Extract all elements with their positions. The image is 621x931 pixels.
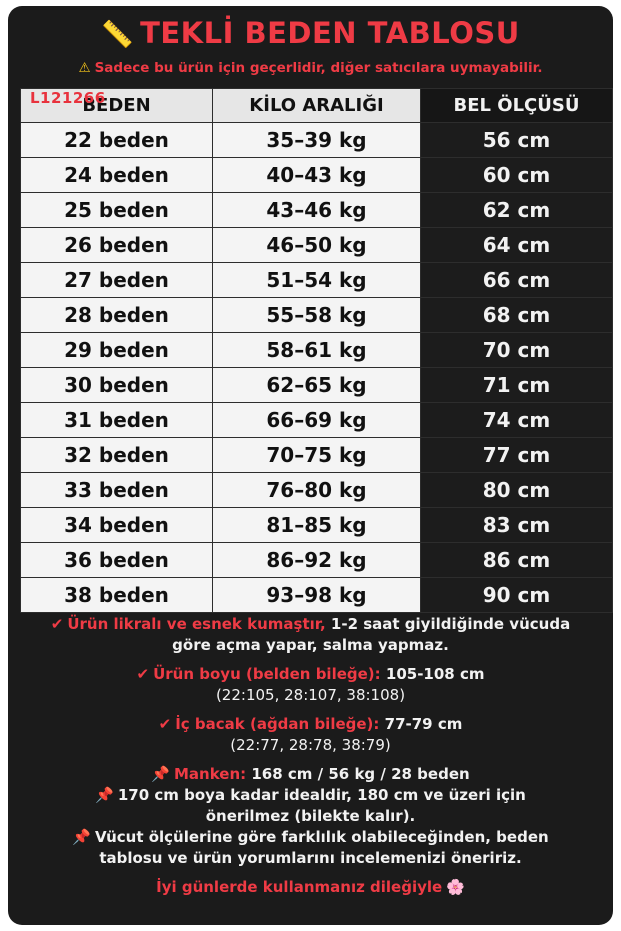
waist-cell: 66 cm — [421, 263, 613, 298]
subtitle-text: Sadece bu ürün için geçerlidir, diğer satıcılara uymayabilir. — [94, 60, 543, 76]
chart-subtitle — [8, 60, 613, 76]
waist-cell: 80 cm — [421, 473, 613, 508]
fabric-highlight: Ürün likralı ve esnek kumaştır, — [67, 615, 326, 633]
length-note — [8, 664, 613, 685]
table-row — [21, 403, 613, 438]
inseam-value: 77-79 cm — [384, 715, 463, 733]
height-note-line2: önerilmez (bilekte kalır). — [205, 807, 416, 825]
size-table — [20, 88, 613, 613]
closing-note — [8, 877, 613, 898]
table-row — [21, 298, 613, 333]
chart-title — [8, 16, 613, 50]
table-header-row — [21, 89, 613, 123]
waist-cell: 56 cm — [421, 123, 613, 158]
check-icon: ✔ — [50, 615, 64, 633]
table-row — [21, 228, 613, 263]
weight-cell: 62–65 kg — [213, 368, 421, 403]
weight-cell: 55–58 kg — [213, 298, 421, 333]
weight-cell: 76–80 kg — [213, 473, 421, 508]
size-cell: 26 beden — [21, 228, 213, 263]
size-cell: 33 beden — [21, 473, 213, 508]
waist-cell: 74 cm — [421, 403, 613, 438]
inseam-detail: (22:77, 28:78, 38:79) — [230, 736, 391, 754]
product-code: L121266 — [30, 89, 106, 107]
waist-cell: 60 cm — [421, 158, 613, 193]
size-cell: 24 beden — [21, 158, 213, 193]
fabric-note — [8, 614, 613, 635]
table-row — [21, 473, 613, 508]
size-cell: 38 beden — [21, 578, 213, 613]
inseam-note — [8, 714, 613, 735]
table-row — [21, 438, 613, 473]
table-row — [21, 368, 613, 403]
table-row — [21, 193, 613, 228]
model-value: 168 cm / 56 kg / 28 beden — [251, 765, 470, 783]
weight-cell: 35–39 kg — [213, 123, 421, 158]
waist-cell: 68 cm — [421, 298, 613, 333]
size-cell: 22 beden — [21, 123, 213, 158]
size-cell: 28 beden — [21, 298, 213, 333]
body-note — [8, 827, 613, 848]
weight-cell: 70–75 kg — [213, 438, 421, 473]
header-bel: BEL ÖLÇÜSÜ — [421, 89, 613, 123]
fabric-note-line2: göre açma yapar, salma yapmaz. — [172, 636, 449, 654]
weight-cell: 58–61 kg — [213, 333, 421, 368]
header-kilo: KİLO ARALIĞI — [213, 89, 421, 123]
table-row — [21, 578, 613, 613]
notes-section — [8, 614, 613, 898]
waist-cell: 64 cm — [421, 228, 613, 263]
pushpin-icon: 📌 — [95, 786, 114, 804]
inseam-label: İç bacak (ağdan bileğe): — [175, 715, 380, 733]
weight-cell: 93–98 kg — [213, 578, 421, 613]
weight-cell: 66–69 kg — [213, 403, 421, 438]
weight-cell: 40–43 kg — [213, 158, 421, 193]
table-row — [21, 263, 613, 298]
flower-icon: 🌸 — [446, 878, 465, 896]
size-chart-card — [8, 6, 613, 925]
height-note — [8, 785, 613, 806]
body-note-1: Vücut ölçülerine göre farklılık olabileceğinden, beden — [95, 828, 549, 846]
size-cell: 30 beden — [21, 368, 213, 403]
model-note — [8, 764, 613, 785]
pushpin-icon: 📌 — [72, 828, 91, 846]
length-detail: (22:105, 28:107, 38:108) — [215, 686, 406, 704]
height-note-1: 170 cm boya kadar idealdir, 180 cm ve üzeri için — [117, 786, 526, 804]
waist-cell: 90 cm — [421, 578, 613, 613]
waist-cell: 77 cm — [421, 438, 613, 473]
length-label: Ürün boyu (belden bileğe): — [153, 665, 381, 683]
title-text: TEKLİ BEDEN TABLOSU — [140, 16, 520, 50]
waist-cell: 70 cm — [421, 333, 613, 368]
weight-cell: 51–54 kg — [213, 263, 421, 298]
length-value: 105-108 cm — [385, 665, 485, 683]
size-cell: 25 beden — [21, 193, 213, 228]
body-note-line2: tablosu ve ürün yorumlarını incelemenizi öneririz. — [99, 849, 522, 867]
table-row — [21, 333, 613, 368]
size-cell: 32 beden — [21, 438, 213, 473]
ruler-icon: 📏 — [101, 20, 135, 50]
pushpin-icon: 📌 — [151, 765, 170, 783]
weight-cell: 43–46 kg — [213, 193, 421, 228]
check-icon: ✔ — [158, 715, 172, 733]
weight-cell: 86–92 kg — [213, 543, 421, 578]
size-cell: 29 beden — [21, 333, 213, 368]
size-cell: 36 beden — [21, 543, 213, 578]
fabric-text-1: 1-2 saat giyildiğinde vücuda — [330, 615, 571, 633]
size-cell: 27 beden — [21, 263, 213, 298]
waist-cell: 86 cm — [421, 543, 613, 578]
table-row — [21, 508, 613, 543]
waist-cell: 71 cm — [421, 368, 613, 403]
check-icon: ✔ — [136, 665, 150, 683]
waist-cell: 83 cm — [421, 508, 613, 543]
weight-cell: 46–50 kg — [213, 228, 421, 263]
header-beden: BEDEN — [21, 89, 213, 123]
waist-cell: 62 cm — [421, 193, 613, 228]
weight-cell: 81–85 kg — [213, 508, 421, 543]
warning-icon: ⚠ — [78, 60, 91, 76]
table-row — [21, 543, 613, 578]
model-label: Manken: — [173, 765, 247, 783]
table-row — [21, 123, 613, 158]
closing-text: İyi günlerde kullanmanız dileğiyle — [156, 878, 443, 896]
table-row — [21, 158, 613, 193]
size-cell: 31 beden — [21, 403, 213, 438]
size-cell: 34 beden — [21, 508, 213, 543]
